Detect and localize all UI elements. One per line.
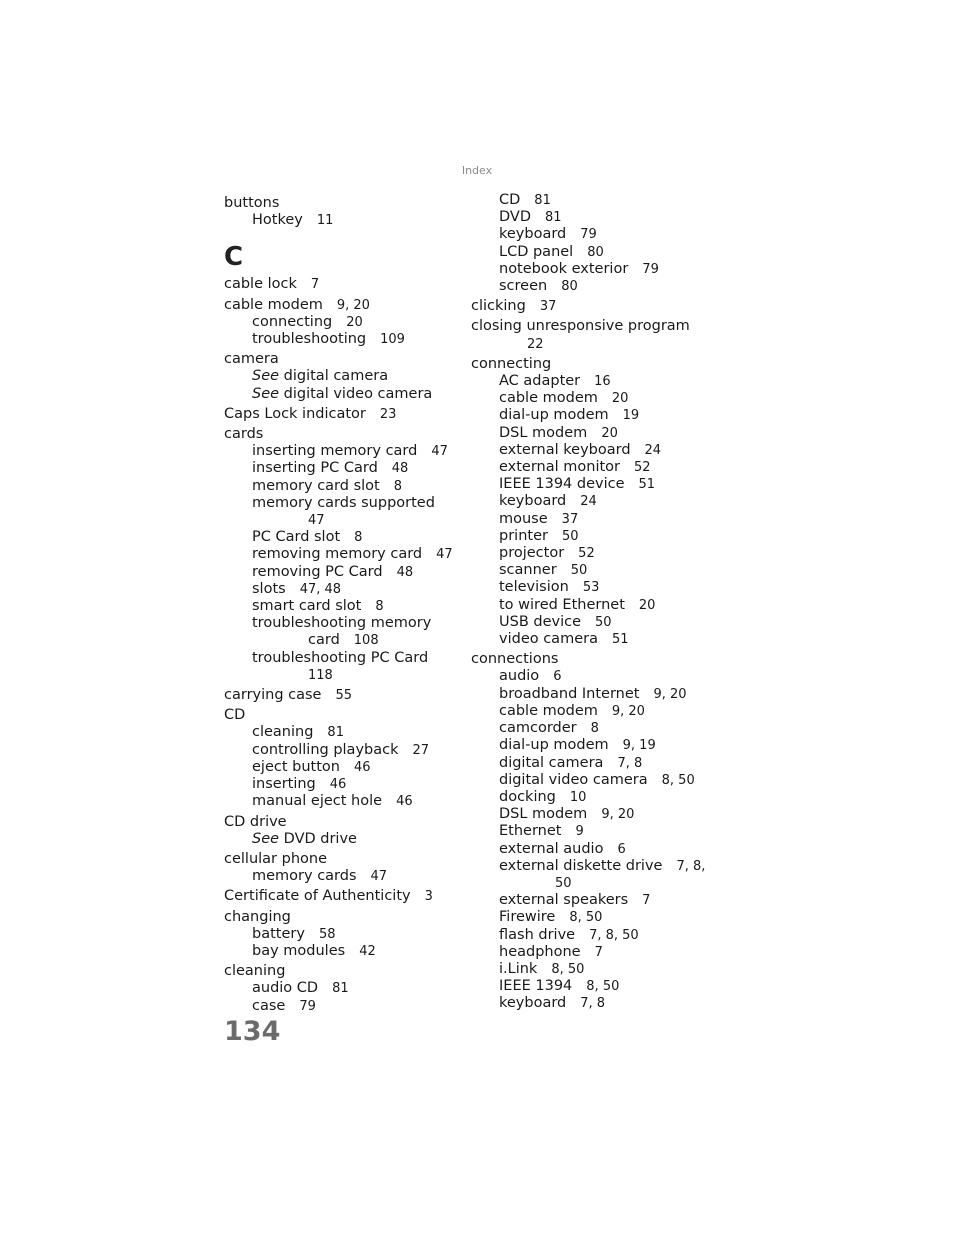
page-reference: 47 xyxy=(436,547,453,563)
page-reference: 37 xyxy=(539,299,557,315)
see-target: digital video camera xyxy=(283,385,433,402)
entry-term: scanner xyxy=(499,562,557,579)
index-subentry xyxy=(224,478,464,495)
page-reference: 47 xyxy=(370,869,388,885)
page-reference: 48 xyxy=(396,564,414,580)
page-reference: 8, 50 xyxy=(569,910,603,926)
index-entry xyxy=(471,356,711,373)
page-reference: 23 xyxy=(379,406,397,422)
page-reference: 47, 48 xyxy=(299,581,342,597)
entry-term: external audio xyxy=(499,840,604,857)
entry-term: memory cards supported xyxy=(252,494,435,511)
index-subentry xyxy=(471,261,711,278)
entry-term: i.Link xyxy=(499,960,538,977)
index-subentry xyxy=(224,495,464,512)
page-number: 134 xyxy=(224,1016,281,1047)
index-subentry xyxy=(471,528,711,545)
entry-term: cable modem xyxy=(224,296,323,313)
index-entry xyxy=(224,276,464,293)
page-reference: 118 xyxy=(308,667,333,683)
entry-term: digital video camera xyxy=(499,771,648,788)
page-reference: 8 xyxy=(590,721,599,737)
entry-term: IEEE 1394 xyxy=(499,978,573,995)
index-subentry xyxy=(224,546,464,563)
index-subentry xyxy=(471,892,711,909)
entry-term: smart card slot xyxy=(252,598,362,615)
entry-term: DSL modem xyxy=(499,424,588,441)
page-reference: 6 xyxy=(617,841,626,857)
index-subentry xyxy=(471,614,711,631)
entry-term: inserting memory card xyxy=(252,443,418,460)
entry-term: inserting PC Card xyxy=(252,460,378,477)
page-reference: 8, 50 xyxy=(586,979,620,995)
entry-term: closing unresponsive program xyxy=(471,318,690,335)
entry-term: external speakers xyxy=(499,892,629,909)
entry-term: connecting xyxy=(471,355,552,372)
index-subentry xyxy=(471,978,711,995)
running-header: Index xyxy=(461,164,493,177)
index-continuation xyxy=(224,512,464,529)
entry-term: external keyboard xyxy=(499,441,631,458)
index-subentry xyxy=(471,703,711,720)
page-reference: 7, 8, xyxy=(676,858,706,874)
index-subentry xyxy=(471,226,711,243)
index-subentry xyxy=(471,373,711,390)
entry-term: bay modules xyxy=(252,942,346,959)
page-reference: 79 xyxy=(642,261,659,277)
entry-term: removing PC Card xyxy=(252,563,383,580)
page-reference: 46 xyxy=(329,777,347,793)
entry-term: DVD xyxy=(499,209,531,226)
page-reference: 7, 8, 50 xyxy=(589,927,639,943)
page-reference: 8 xyxy=(375,599,384,615)
index-subentry xyxy=(471,755,711,772)
entry-term: CD drive xyxy=(224,813,287,830)
index-subentry xyxy=(471,562,711,579)
entry-term: to wired Ethernet xyxy=(499,596,625,613)
index-continuation xyxy=(224,632,464,649)
page-reference: 20 xyxy=(638,597,656,613)
index-see-reference xyxy=(224,386,464,403)
entry-term: broadband Internet xyxy=(499,685,640,702)
index-continuation xyxy=(471,336,711,353)
entry-term: clicking xyxy=(471,298,526,315)
index-see-reference xyxy=(224,831,464,848)
entry-term: keyboard xyxy=(499,226,567,243)
page-reference: 9, 20 xyxy=(336,297,370,313)
page-reference: 80 xyxy=(561,279,578,295)
index-subentry xyxy=(224,759,464,776)
index-subentry xyxy=(471,772,711,789)
index-entry xyxy=(471,318,711,335)
entry-term: cable lock xyxy=(224,276,297,293)
entry-term: buttons xyxy=(224,195,280,211)
entry-term: controlling playback xyxy=(252,741,399,758)
page-reference: 19 xyxy=(622,408,640,424)
page-reference: 11 xyxy=(316,213,334,229)
page-reference: 27 xyxy=(412,742,430,758)
page-reference: 7 xyxy=(310,277,320,293)
entry-term: memory card slot xyxy=(252,477,380,494)
index-subentry xyxy=(224,598,464,615)
index-subentry xyxy=(471,476,711,493)
page-reference: 16 xyxy=(594,374,611,390)
page-reference: 9, 20 xyxy=(611,703,645,719)
entry-term: Firewire xyxy=(499,909,556,926)
page-reference: 109 xyxy=(380,332,405,348)
page-reference: 9, 19 xyxy=(622,738,656,754)
entry-term: Certificate of Authenticity xyxy=(224,888,411,905)
index-entry xyxy=(224,406,464,423)
entry-term: changing xyxy=(224,908,291,925)
entry-term: battery xyxy=(252,925,305,942)
page-reference: 8 xyxy=(354,530,363,546)
page-reference: 37 xyxy=(561,511,579,527)
page-reference: 50 xyxy=(595,614,612,630)
see-label: See xyxy=(252,385,280,402)
page-reference: 9, 20 xyxy=(653,686,687,702)
index-column-right xyxy=(471,192,711,1013)
entry-term: troubleshooting PC Card xyxy=(252,649,429,666)
index-subentry xyxy=(224,793,464,810)
index-entry xyxy=(224,888,464,905)
page-reference: 7 xyxy=(642,893,651,909)
entry-term: keyboard xyxy=(499,493,567,510)
index-subentry xyxy=(471,459,711,476)
page-reference: 48 xyxy=(391,461,409,477)
index-subentry xyxy=(224,742,464,759)
page-reference: 7, 8 xyxy=(580,996,606,1012)
see-target: DVD drive xyxy=(283,830,357,847)
entry-term: inserting xyxy=(252,776,316,793)
index-subentry xyxy=(471,597,711,614)
index-subentry xyxy=(471,192,711,209)
entry-term: troubleshooting memory xyxy=(252,615,432,632)
index-subentry xyxy=(471,806,711,823)
see-target: digital camera xyxy=(283,368,389,385)
entry-term: CD xyxy=(499,192,521,208)
page-reference: 79 xyxy=(299,998,316,1014)
index-entry xyxy=(471,298,711,315)
page-reference: 22 xyxy=(527,336,544,352)
entry-term: digital camera xyxy=(499,754,604,771)
page-reference: 8, 50 xyxy=(661,772,695,788)
index-entry xyxy=(224,426,464,443)
index-subentry xyxy=(471,995,711,1012)
index-subentry xyxy=(471,720,711,737)
page-reference: 81 xyxy=(327,725,344,741)
entry-term: LCD panel xyxy=(499,243,574,260)
entry-term: cable modem xyxy=(499,702,598,719)
page-reference: 8 xyxy=(393,478,402,494)
entry-term: audio xyxy=(499,668,540,685)
index-subentry xyxy=(471,511,711,528)
index-entry xyxy=(224,814,464,831)
index-subentry xyxy=(224,998,464,1015)
page-reference: 10 xyxy=(569,789,587,805)
page-reference: 46 xyxy=(353,759,371,775)
page-reference: 20 xyxy=(601,425,618,441)
page-reference: 7 xyxy=(594,944,603,960)
index-entry xyxy=(471,651,711,668)
index-subentry xyxy=(471,579,711,596)
entry-term: dial-up modem xyxy=(499,737,609,754)
page-reference: 9 xyxy=(575,824,584,840)
index-subentry xyxy=(471,961,711,978)
index-subentry xyxy=(471,407,711,424)
entry-term: PC Card slot xyxy=(252,529,341,546)
index-subentry xyxy=(471,841,711,858)
entry-term: camera xyxy=(224,351,279,368)
entry-term: Caps Lock indicator xyxy=(224,405,366,422)
index-subentry xyxy=(471,545,711,562)
index-subentry xyxy=(224,564,464,581)
page-reference: 24 xyxy=(580,494,597,510)
page-reference: 9, 20 xyxy=(601,807,635,823)
entry-term: removing memory card xyxy=(252,546,423,563)
page-reference: 20 xyxy=(611,391,629,407)
index-subentry xyxy=(224,443,464,460)
index-entry xyxy=(224,909,464,926)
entry-term: external diskette drive xyxy=(499,857,663,874)
index-continuation xyxy=(224,667,464,684)
index-subentry xyxy=(471,927,711,944)
entry-term: audio CD xyxy=(252,980,319,997)
page-reference: 52 xyxy=(578,546,595,562)
index-entry xyxy=(224,963,464,980)
page-reference: 53 xyxy=(582,580,600,596)
page-reference: 7, 8 xyxy=(617,755,643,771)
index-subentry xyxy=(471,858,711,875)
entry-term: carrying case xyxy=(224,687,322,704)
entry-term: headphone xyxy=(499,943,581,960)
index-subentry xyxy=(471,209,711,226)
index-entry xyxy=(224,351,464,368)
index-column-left xyxy=(224,192,464,1015)
entry-term: troubleshooting xyxy=(252,331,367,348)
entry-term: card xyxy=(308,632,340,649)
index-entry xyxy=(224,851,464,868)
index-subentry xyxy=(471,244,711,261)
index-subentry xyxy=(224,331,464,348)
page-reference: 47 xyxy=(308,513,325,529)
entry-term: case xyxy=(252,997,286,1014)
index-subentry xyxy=(471,823,711,840)
entry-term: cellular phone xyxy=(224,850,328,867)
entry-term: flash drive xyxy=(499,926,576,943)
page-reference: 81 xyxy=(534,193,551,208)
index-subentry xyxy=(471,789,711,806)
entry-term: camcorder xyxy=(499,720,577,737)
page-reference: 55 xyxy=(335,688,353,704)
page-reference: 52 xyxy=(634,460,651,476)
page-reference: 50 xyxy=(555,875,572,891)
index-subentry xyxy=(224,529,464,546)
page-reference: 79 xyxy=(580,227,597,243)
index-subentry xyxy=(224,926,464,943)
page-reference: 51 xyxy=(638,477,656,493)
index-continuation xyxy=(471,875,711,892)
entry-term: USB device xyxy=(499,613,582,630)
entry-term: projector xyxy=(499,545,565,562)
entry-term: television xyxy=(499,579,569,596)
index-subentry xyxy=(224,650,464,667)
page-reference: 3 xyxy=(424,889,433,905)
index-entry xyxy=(224,195,464,212)
see-label: See xyxy=(252,368,280,385)
index-subentry xyxy=(471,390,711,407)
entry-term: keyboard xyxy=(499,995,567,1012)
entry-term: docking xyxy=(499,788,556,805)
page-reference: 47 xyxy=(431,444,448,460)
index-subentry xyxy=(471,442,711,459)
entry-term: slots xyxy=(252,580,286,597)
index-subentry xyxy=(471,737,711,754)
page-reference: 46 xyxy=(396,794,413,810)
index-subentry xyxy=(224,581,464,598)
entry-term: notebook exterior xyxy=(499,260,629,277)
index-subentry xyxy=(471,278,711,295)
index-entry xyxy=(224,297,464,314)
entry-term: cards xyxy=(224,426,264,443)
index-subentry xyxy=(471,493,711,510)
page-reference: 81 xyxy=(332,981,349,997)
entry-term: mouse xyxy=(499,510,548,527)
page-reference: 6 xyxy=(553,669,562,685)
index-subentry xyxy=(224,314,464,331)
index-subentry xyxy=(224,868,464,885)
entry-term: connections xyxy=(471,651,559,668)
page-reference: 58 xyxy=(318,926,336,942)
section-letter: C xyxy=(224,242,244,273)
entry-term: dial-up modem xyxy=(499,407,609,424)
entry-term: video camera xyxy=(499,631,598,648)
index-subentry xyxy=(224,980,464,997)
index-subentry xyxy=(224,776,464,793)
index-subentry xyxy=(224,212,464,229)
index-entry xyxy=(224,707,464,724)
page-reference: 80 xyxy=(587,244,604,260)
entry-term: Ethernet xyxy=(499,823,562,840)
entry-term: cleaning xyxy=(224,963,286,980)
entry-term: memory cards xyxy=(252,868,357,885)
entry-term: cable modem xyxy=(499,390,598,407)
page-reference: 81 xyxy=(545,210,562,226)
index-subentry xyxy=(224,724,464,741)
index-subentry xyxy=(471,686,711,703)
page-reference: 20 xyxy=(346,314,363,330)
entry-term: CD xyxy=(224,707,246,724)
index-subentry xyxy=(224,943,464,960)
index-entry xyxy=(224,687,464,704)
page-reference: 108 xyxy=(353,633,379,649)
entry-term: printer xyxy=(499,527,548,544)
entry-term: Hotkey xyxy=(252,212,303,229)
index-subentry xyxy=(471,909,711,926)
index-see-reference xyxy=(224,368,464,385)
page-reference: 50 xyxy=(570,563,588,579)
entry-term: AC adapter xyxy=(499,373,581,390)
entry-term: DSL modem xyxy=(499,806,588,823)
entry-term: external monitor xyxy=(499,459,621,476)
page-reference: 50 xyxy=(561,528,579,544)
page-reference: 24 xyxy=(644,442,662,458)
index-subentry xyxy=(471,944,711,961)
entry-term: screen xyxy=(499,278,548,295)
index-subentry xyxy=(224,460,464,477)
index-subentry xyxy=(224,615,464,632)
index-subentry xyxy=(471,631,711,648)
see-label: See xyxy=(252,830,280,847)
page-reference: 42 xyxy=(359,943,376,959)
entry-term: manual eject hole xyxy=(252,793,383,810)
page-reference: 8, 50 xyxy=(551,961,585,977)
entry-term: eject button xyxy=(252,758,340,775)
page-reference: 51 xyxy=(611,632,629,648)
entry-term: cleaning xyxy=(252,724,314,741)
index-subentry xyxy=(471,425,711,442)
entry-term: connecting xyxy=(252,313,333,330)
index-subentry xyxy=(471,668,711,685)
entry-term: IEEE 1394 device xyxy=(499,476,625,493)
